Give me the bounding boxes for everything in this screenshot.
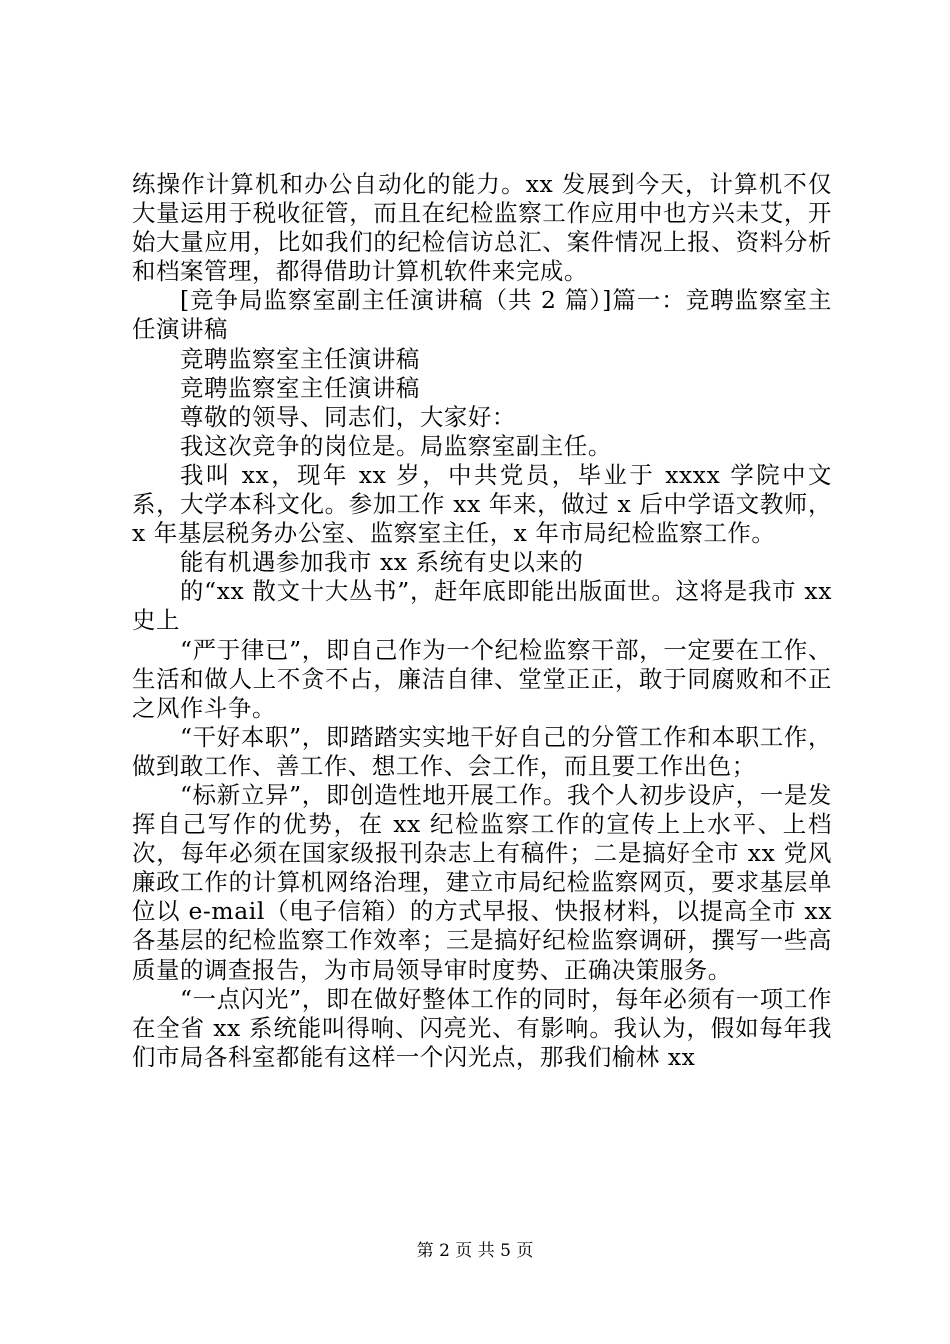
paragraph-8: 能有机遇参加我市 xx 系统有史以来的 [180,548,584,577]
paragraph-5: 尊敬的领导、同志们，大家好： [180,402,516,431]
paragraph-3: 竞聘监察室主任演讲稿 [180,344,420,373]
document-body [132,170,832,1072]
paragraph-9: 的“xx 散文十大丛书”，赶年底即能出版面世。这将是我市 xx 史上 [132,577,832,635]
paragraph-11: “干好本职”，即踏踏实实地干好自己的分管工作和本职工作，做到敢工作、善工作、想工作、会工作，而且要工作出色； [132,722,832,780]
paragraph-6: 我这次竞争的岗位是。局监察室副主任。 [180,431,612,460]
paragraph-4: 竞聘监察室主任演讲稿 [180,373,420,402]
paragraph-13: “一点闪光”，即在做好整体工作的同时，每年必须有一项工作在全省 xx 系统能叫得响、闪亮光、有影响。我认为，假如每年我们市局各科室都能有这样一个闪光点，那我们榆林 xx [132,984,832,1071]
paragraph-2: [竞争局监察室副主任演讲稿（共 2 篇）]篇一：竞聘监察室主任演讲稿 [132,286,832,344]
page-footer: 第 2 页 共 5 页 [416,1241,534,1261]
paragraph-10: “严于律已”，即自己作为一个纪检监察干部，一定要在工作、生活和做人上不贪不占，廉洁自律、堂堂正正，敢于同腐败和不正之风作斗争。 [132,635,832,722]
paragraph-1: 练操作计算机和办公自动化的能力。xx 发展到今天，计算机不仅大量运用于税收征管，而且在纪检监察工作应用中也方兴未艾，开始大量应用，比如我们的纪检信访总汇、案件情况上报、资料分析和档案管理，都得借助计算机软件来完成。 [132,170,832,286]
paragraph-12: “标新立异”，即创造性地开展工作。我个人初步设庐，一是发挥自己写作的优势，在 xx 纪检监察工作的宣传上上水平、上档次，每年必须在国家级报刊杂志上有稿件；二是搞好全市 xx 党风廉政工作的计算机网络治理，建立市局纪检监察网页，要求基层单位以 e-mail（电子信箱）的方式早报、快报材料，以提高全市 xx 各基层的纪检监察工作效率；三是搞好纪检监察调研，撰写一些高质量的调查报告，为市局领导审时度势、正确决策服务。 [132,780,832,984]
paragraph-7: 我叫 xx，现年 xx 岁，中共党员，毕业于 xxxx 学院中文系，大学本科文化。参加工作 xx 年来，做过 x 后中学语文教师，x 年基层税务办公室、监察室主任，x 年市局纪检监察工作。 [132,460,832,548]
